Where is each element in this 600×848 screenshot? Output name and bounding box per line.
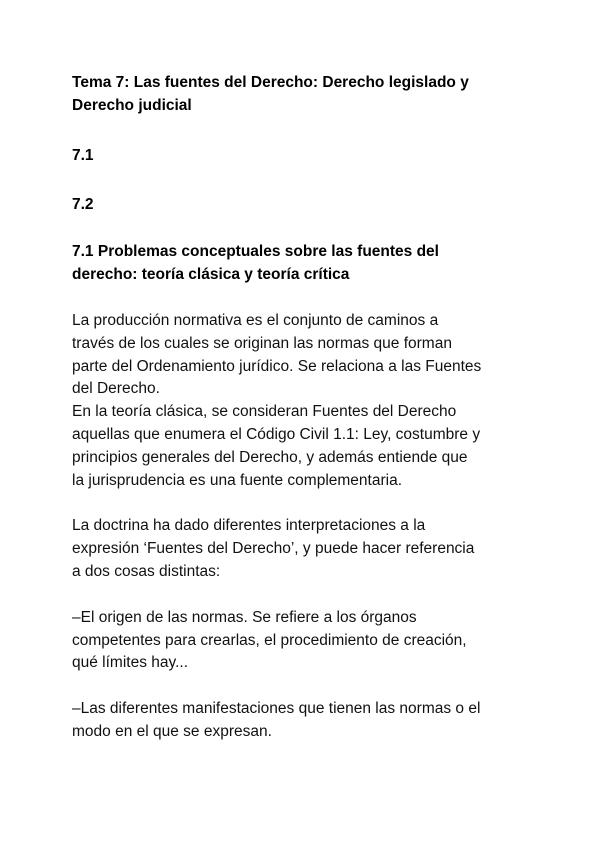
paragraph-doctrina	[72, 515, 532, 583]
paragraph-manifestaciones	[72, 698, 532, 744]
paragraph-line: aquellas que enumera el Código Civil 1.1: Ley, costumbre y	[72, 425, 481, 443]
title-line: Tema 7: Las fuentes del Derecho: Derecho legislado y	[72, 74, 469, 91]
paragraph-line: la jurisprudencia es una fuente complementaria.	[72, 471, 402, 489]
document-title	[72, 72, 532, 117]
paragraph-line: modo en el que se expresan.	[72, 722, 272, 740]
paragraph-line: competentes para crearlas, el procedimiento de creación,	[72, 631, 467, 649]
document-page	[72, 72, 532, 744]
title-line: Derecho judicial	[72, 96, 192, 114]
paragraph-line: a dos cosas distintas:	[72, 562, 221, 580]
subheading-7-2: 7.2	[72, 195, 94, 213]
paragraph-line: del Derecho.	[72, 380, 160, 398]
paragraph-line: –El origen de las normas. Se refiere a los órganos	[72, 608, 417, 626]
subheading-7-1: 7.1	[72, 147, 94, 164]
section-title	[72, 241, 532, 286]
paragraph-line: La doctrina ha dado diferentes interpretaciones a la	[72, 517, 426, 535]
paragraph-line: La producción normativa es el conjunto de caminos a	[72, 312, 439, 329]
paragraph-line: través de los cuales se originan las normas que forman	[72, 334, 452, 352]
section-title-line: derecho: teoría clásica y teoría crítica	[72, 265, 350, 283]
paragraph-line: expresión ‘Fuentes del Derecho’, y puede hacer referencia	[72, 540, 475, 558]
paragraph-line: parte del Ordenamiento jurídico. Se relaciona a las Fuentes	[72, 357, 482, 375]
paragraph-line: principios generales del Derecho, y además entiende que	[72, 448, 468, 466]
paragraph-origen-normas	[72, 607, 532, 675]
section-title-line: 7.1 Problemas conceptuales sobre las fuentes del	[72, 243, 439, 260]
paragraph-line: –Las diferentes manifestaciones que tienen las normas o el	[72, 700, 481, 718]
paragraph-line: qué límites hay...	[72, 654, 189, 672]
paragraph-produccion-normativa	[72, 310, 532, 492]
paragraph-line: En la teoría clásica, se consideran Fuentes del Derecho	[72, 403, 457, 421]
